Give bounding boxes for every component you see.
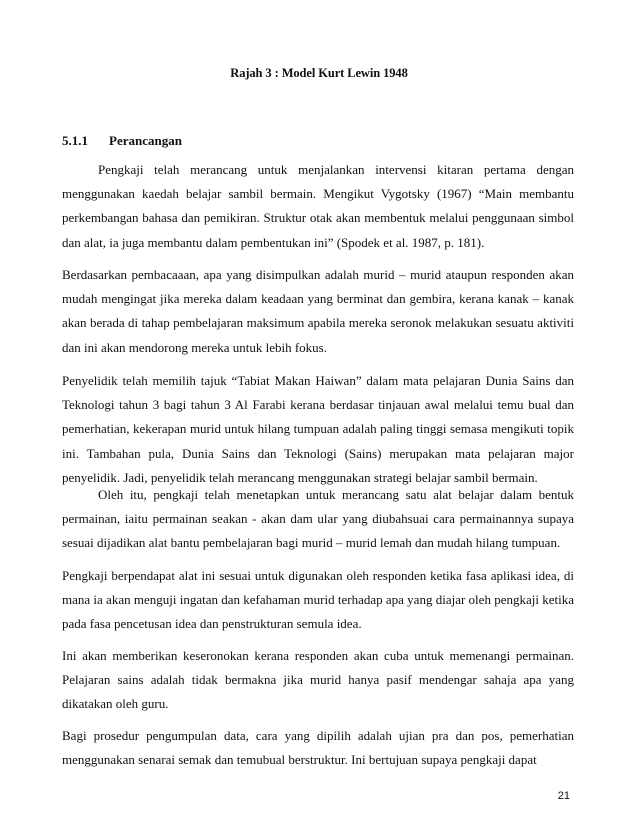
paragraph-3: Penyelidik telah memilih tajuk “Tabiat Makan Haiwan” dalam mata pelajaran Dunia Sains dan Teknologi tahun 3 bagi tahun 3 Al Farabi kerana berdasar tinjauan awal melalui temu bual dan pemerhatian, kekerapan murid untuk hilang tumpuan adalah paling tinggi semasa mengikuti topik ini. Tambahan pula, Dunia Sains dan Teknologi (Sains) merupakan mata pelajaran major penyelidik. Jadi, penyelidik telah merancang menggunakan strategi belajar sambil bermain. [62, 373, 574, 485]
section-title: Perancangan [109, 133, 182, 148]
paragraph-5: Pengkaji berpendapat alat ini sesuai untuk digunakan oleh responden ketika fasa aplikasi idea, di mana ia akan menguji ingatan dan kefahaman murid terhadap apa yang diajar oleh pengkaji ketika pada fasa pencetusan idea dan penstrukturan semula idea. [62, 568, 574, 632]
paragraph-4: Oleh itu, pengkaji telah menetapkan untuk merancang satu alat belajar dalam bentuk permainan, iaitu permainan seakan - akan dam ular yang diubahsuai cara permainannya supaya sesuai dijadikan alat bantu pembelajaran bagi murid – murid lemah dan mudah hilang tumpuan. [62, 487, 574, 551]
paragraph-1: Pengkaji telah merancang untuk menjalankan intervensi kitaran pertama dengan menggunakan kaedah belajar sambil bermain. Mengikut Vygotsky (1967) “Main membantu perkembangan bahasa dan pemikiran. Struktur otak akan membentuk melalui penggunaan simbol dan alat, ia juga membantu dalam pembentukan ini” (Spodek et al. 1987, p. 181). [62, 162, 574, 250]
page-number: 21 [557, 790, 570, 802]
paragraph-2: Berdasarkan pembacaaan, apa yang disimpulkan adalah murid – murid ataupun responden akan mudah mengingat jika mereka dalam keadaan yang berminat dan gembira, kerana kanak – kanak akan berada di tahap pembelajaran maksimum apabila mereka seronok melakukan sesuatu aktiviti dan ini akan mendorong mereka untuk lebih fokus. [62, 267, 574, 355]
section-number: 5.1.1 [62, 133, 88, 148]
paragraph-6: Ini akan memberikan keseronokan kerana responden akan cuba untuk memenangi permainan. Pelajaran sains adalah tidak bermakna jika murid hanya pasif mendengar sahaja apa yang dikatakan oleh guru. [62, 648, 574, 712]
paragraph-7: Bagi prosedur pengumpulan data, cara yang dipilih adalah ujian pra dan pos, pemerhatian menggunakan senarai semak dan temubual berstruktur. Ini bertujuan supaya pengkaji dapat [62, 728, 574, 768]
section-heading [62, 133, 182, 149]
figure-caption: Rajah 3 : Model Kurt Lewin 1948 [230, 66, 408, 80]
